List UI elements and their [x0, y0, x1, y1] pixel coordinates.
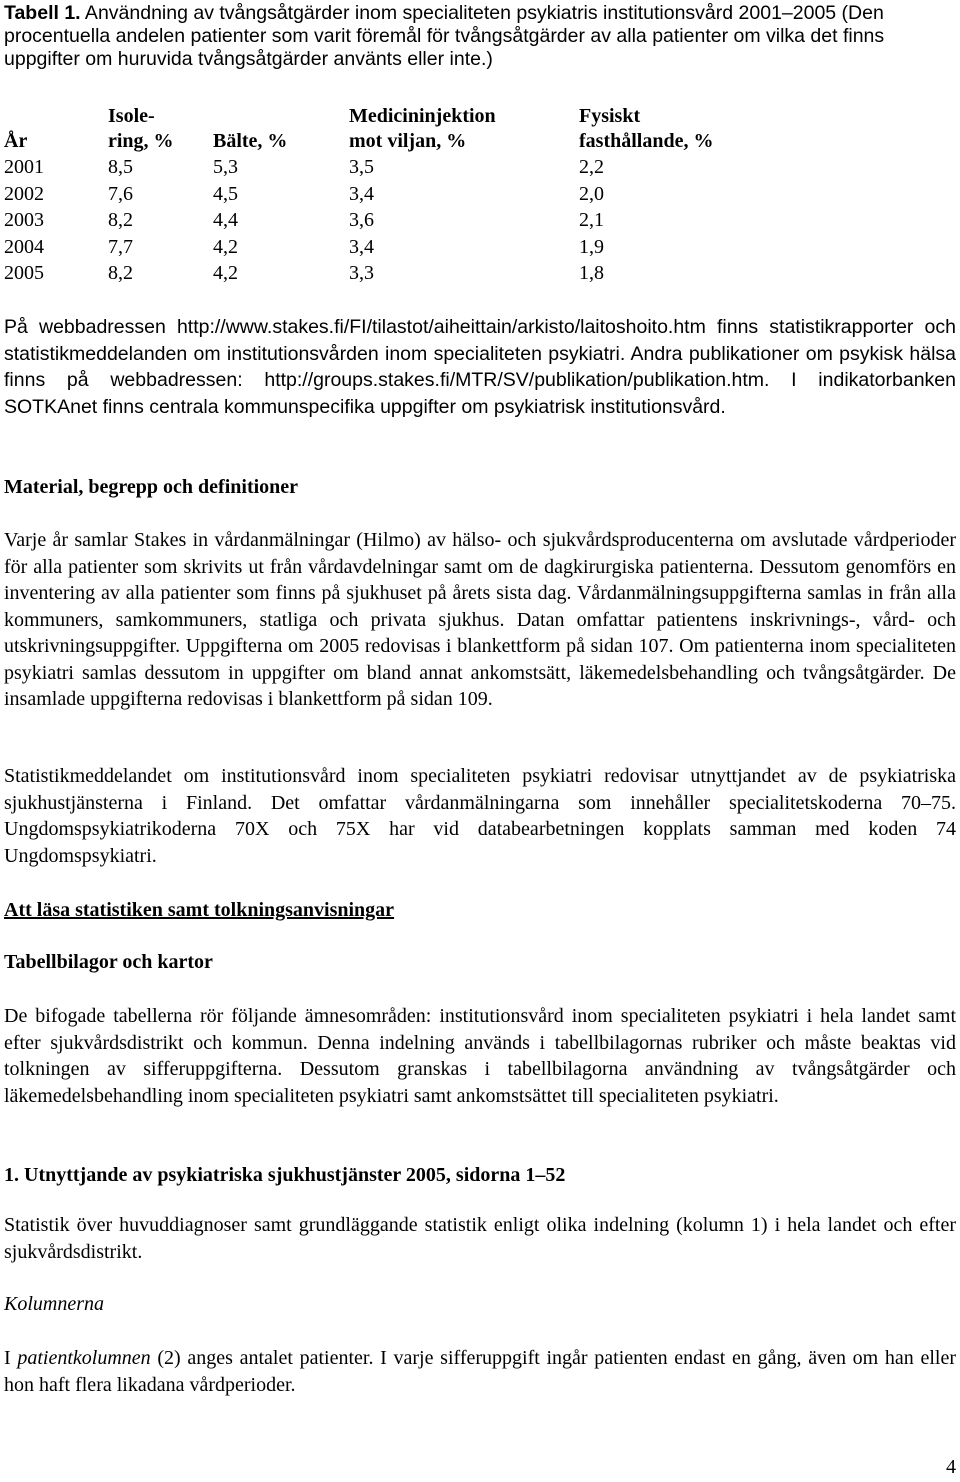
table-cell: 2004: [4, 235, 44, 258]
table-cell: 8,2: [108, 209, 133, 231]
table-cell: 2,2: [579, 156, 604, 178]
header-cell: År: [4, 130, 28, 152]
table-cell: 2005: [4, 262, 44, 284]
table-cell: 3,5: [349, 156, 374, 178]
table-caption-title: Tabell 1.: [4, 2, 81, 24]
table-cell: 1,9: [579, 235, 604, 258]
table-cell: 5,3: [213, 156, 238, 178]
table-caption: [4, 2, 954, 71]
table-cell: 3,4: [349, 235, 374, 258]
table-row: [4, 154, 839, 181]
header-cell: fasthållande, %: [579, 130, 714, 152]
web-note: På webbadressen http://www.stakes.fi/FI/tilastot/aiheittain/arkisto/laitoshoito.htm finns statistikrapporter och statistikmeddelanden om institutionsvården inom specialiteten psykiatri. Andra publikationer om psykisk hälsa finns på webbadressen: http://groups.stakes.fi/MTR/SV/publikation/publikation.htm. I indikatorbanken SOTKAnet finns centrala kommunspecifika uppgifter om psykiatrisk institutionsvård.: [4, 316, 956, 418]
subheading-tables-maps: Tabellbilagor och kartor: [4, 951, 213, 973]
columns-paragraph: [4, 1345, 956, 1398]
section-heading-utilization: 1. Utnyttjande av psykiatriska sjukhustjänster 2005, sidorna 1–52: [4, 1164, 566, 1186]
section-material-paragraph-1: Varje år samlar Stakes in vårdanmälningar (Hilmo) av hälso- och sjukvårdsproducenterna om avslutade vårdperioder för alla patienter som skrivits ut från vårdavdelningar samt om de dagkirurgiska patienterna. Dessutom genomförs en inventering av alla patienter som finns på sjukhuset på årets sista dag. Vårdanmälningsuppgifterna samlas in från alla kommuners, samkommuners, statliga och privata sjukhus. Datan omfattar patientens inskrivnings-, vård- och utskrivningsuppgifter. Uppgifterna om 2005 redovisas i blankettform på sidan 107. Om patienterna inom specialiteten psykiatri samlas dessutom in uppgifter om bland annat ankomstsätt, läkemedelsbehandling och tvångsåtgärder. De insamlade uppgifterna redovisas i blankettform på sidan 109.: [4, 529, 956, 710]
section-reading-paragraph: De bifogade tabellerna rör följande ämnesområden: institutionsvård inom specialiteten psykiatri i hela landet samt efter sjukvårdsdistrikt och kommun. Denna indelning används i tabellbilagornas rubriker och måste beaktas vid tolkningen av sifferuppgifterna. Dessutom granskas i tabellbilagorna användning av tvångsåtgärder och läkemedelsbehandling inom specialiteten psykiatri samt ankomstsättet till specialiteten psykiatri.: [4, 1005, 956, 1107]
columns-paragraph-emphasis: patientkolumnen: [17, 1347, 151, 1369]
table-header-row-bottom: [4, 129, 839, 154]
columns-paragraph-pre: I: [4, 1347, 18, 1369]
table-cell: 3,4: [349, 182, 374, 205]
header-cell: [4, 104, 108, 129]
table-caption-text: Användning av tvångsåtgärder inom specialiteten psykiatris institutionsvård 2001–2005 (Den procentuella andelen patienter som varit föremål för tvångsåtgärder av alla patienter om vilka det finns uppgifter om huruvida tvångsåtgärder använts eller inte.): [4, 2, 885, 70]
table-cell: 2,1: [579, 209, 604, 231]
table-cell: 2002: [4, 182, 44, 205]
table-cell: 2,0: [579, 182, 604, 205]
page-number: 4: [946, 1456, 956, 1478]
header-cell: Medicininjektion: [349, 105, 496, 127]
header-cell: Bälte, %: [213, 130, 288, 152]
table-cell: 8,2: [108, 262, 133, 284]
table-cell: 2003: [4, 209, 44, 231]
header-cell: mot viljan, %: [349, 130, 467, 152]
table-cell: 8,5: [108, 156, 133, 178]
section-utilization-paragraph: Statistik över huvuddiagnoser samt grundläggande statistik enligt olika indelning (kolumn 1) i hela landet och efter sjukvårdsdistrikt.: [4, 1214, 956, 1263]
section-heading-reading: Att läsa statistiken samt tolkningsanvisningar: [4, 899, 395, 921]
table-cell: 4,5: [213, 182, 238, 205]
header-cell: [213, 104, 349, 129]
table-cell: 7,7: [108, 235, 133, 258]
section-material-paragraph-2: Statistikmeddelandet om institutionsvård inom specialiteten psykiatri redovisar utnyttjandet av de psykiatriska sjukhustjänsterna i Finland. Det omfattar vårdanmälningarna som innehåller specialitetskoderna 70–75. Ungdomspsykiatrikoderna 70X och 75X har vid databearbetningen kopplats samman med koden 74 Ungdomspsykiatri.: [4, 765, 956, 867]
table-cell: 4,4: [213, 209, 238, 231]
table-cell: 1,8: [579, 262, 604, 284]
table-cell: 3,6: [349, 209, 374, 231]
table-cell: 7,6: [108, 182, 133, 205]
table-row: [4, 207, 839, 234]
table-header-row-top: [4, 104, 839, 129]
coercion-table: [4, 104, 839, 287]
table-row: [4, 181, 839, 208]
table-cell: 3,3: [349, 262, 374, 284]
table-cell: 4,2: [213, 262, 238, 284]
header-cell: ring, %: [108, 130, 174, 152]
table-row: [4, 260, 839, 287]
table-cell: 4,2: [213, 235, 238, 258]
section-heading-material: Material, begrepp och definitioner: [4, 476, 299, 498]
subheading-columns: Kolumnerna: [4, 1293, 104, 1315]
header-cell: Fysiskt: [579, 105, 641, 127]
table-row: [4, 234, 839, 261]
table-cell: 2001: [4, 156, 44, 178]
header-cell: Isole-: [108, 105, 155, 127]
columns-paragraph-post: (2) anges antalet patienter. I varje sifferuppgift ingår patienten endast en gång, även om han eller hon haft flera likadana vårdperioder.: [4, 1347, 956, 1396]
